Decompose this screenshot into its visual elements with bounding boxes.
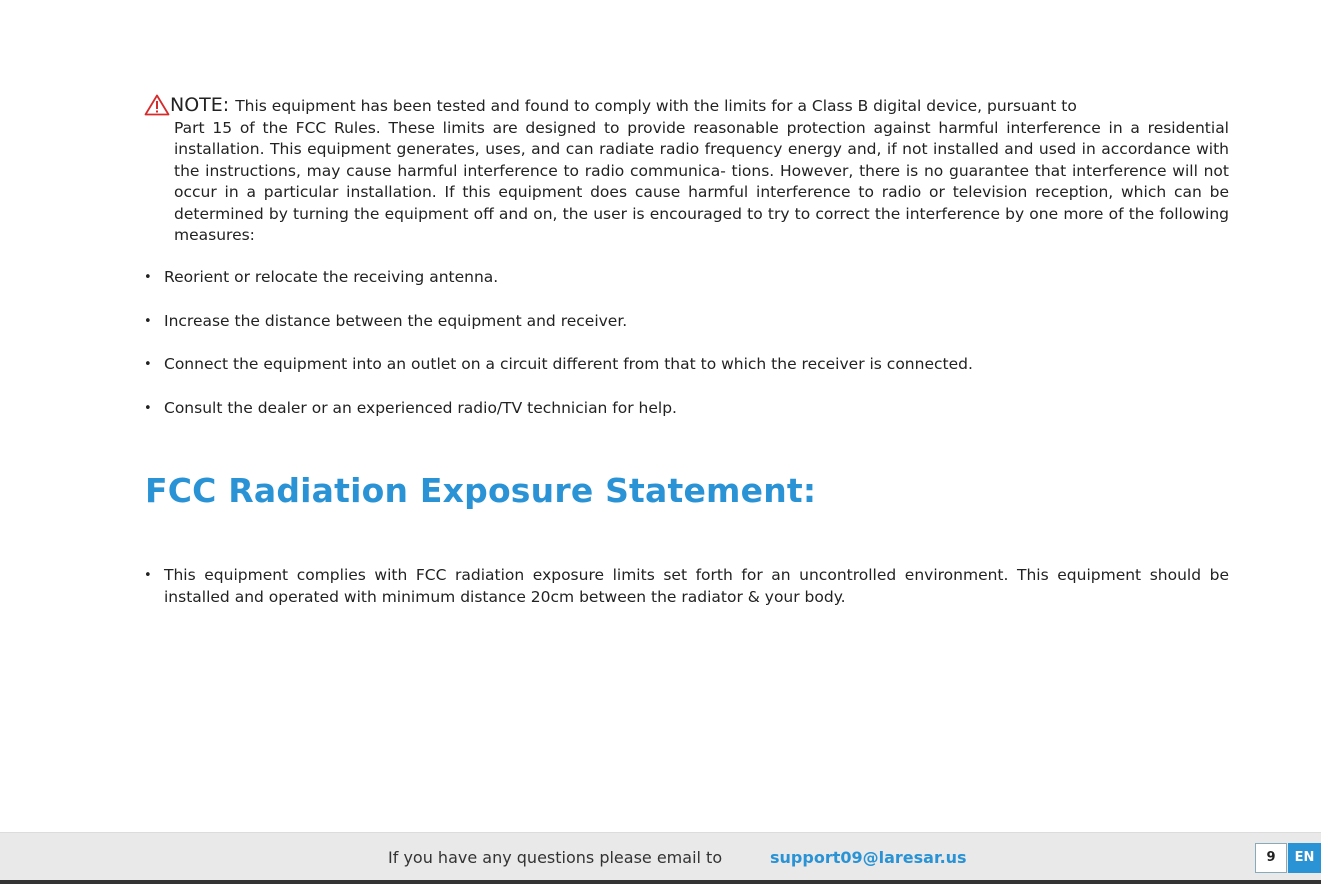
note-header — [144, 93, 1229, 118]
radiation-statement — [144, 565, 1229, 608]
page-footer — [0, 832, 1321, 881]
measure-item — [144, 398, 1229, 420]
note-first-line: This equipment has been tested and found to comply with the limits for a Class B digital device, pursuant to — [235, 97, 1077, 115]
footer-bottom-rule — [0, 880, 1321, 884]
fcc-note — [144, 93, 1229, 247]
radiation-heading: FCC Radiation Exposure Statement: — [145, 471, 817, 510]
bullet-dot: • — [144, 314, 152, 329]
radiation-statement-text: This equipment complies with FCC radiation exposure limits set forth for an uncontrolled environment. This equipment should be installed and operated with minimum distance 20cm between the radiator & your body. — [164, 566, 1229, 606]
warning-triangle-icon — [144, 94, 170, 116]
note-body: Part 15 of the FCC Rules. These limits are designed to provide reasonable protection against harmful interference in a residential installation. This equipment generates, uses, and can radiate radio frequency energy and, if not installed and used in accordance with the instructions, may cause harmful interference to radio communica- tions. However, there is no guarantee that interference will not occur in a particular installation. If this equipment does cause harmful interference to radio or television reception, which can be determined by turning the equipment off and on, the user is encouraged to try to correct the interference by one more of the following measures: — [174, 118, 1229, 244]
bullet-dot: • — [144, 357, 152, 372]
measure-item — [144, 311, 1229, 333]
language-badge: EN — [1288, 843, 1321, 873]
support-email-link[interactable]: support09@laresar.us — [770, 848, 967, 867]
measure-text: Reorient or relocate the receiving antenna. — [164, 268, 499, 286]
measure-text: Increase the distance between the equipment and receiver. — [164, 312, 628, 330]
bullet-dot: • — [144, 401, 152, 416]
bullet-dot: • — [144, 568, 152, 583]
measure-text: Connect the equipment into an outlet on a circuit different from that to which the receiver is connected. — [164, 355, 973, 373]
page-number: 9 — [1255, 843, 1287, 873]
footer-message: If you have any questions please email to — [388, 848, 723, 867]
measure-item — [144, 267, 1229, 289]
bullet-dot: • — [144, 270, 152, 285]
measure-item — [144, 354, 1229, 376]
note-label: NOTE: — [170, 94, 230, 116]
measure-text: Consult the dealer or an experienced radio/TV technician for help. — [164, 399, 677, 417]
